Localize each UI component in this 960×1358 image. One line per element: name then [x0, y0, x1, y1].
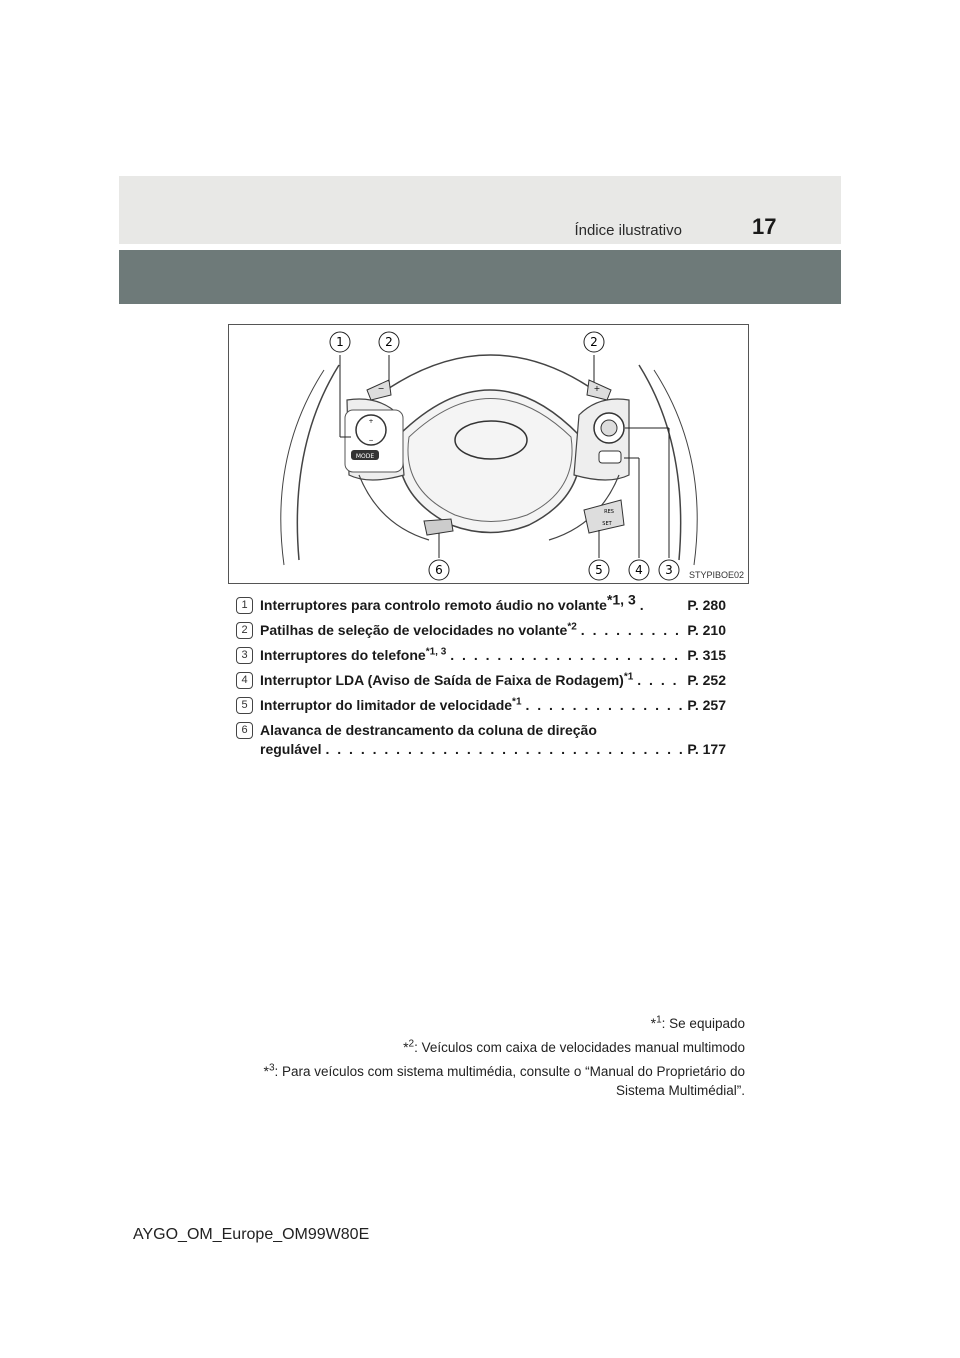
legend-text-cont: regulável — [260, 741, 322, 757]
legend-number: 5 — [236, 697, 253, 714]
paddle-minus-label: − — [377, 384, 385, 393]
callout-2-right: 2 — [590, 335, 598, 349]
footnote-ref: *1, 3 — [425, 646, 447, 658]
callout-2-left: 2 — [385, 335, 393, 349]
legend-item — [236, 591, 726, 615]
legend-number: 1 — [236, 597, 253, 614]
footnote-text: : Veículos com caixa de velocidades manual multimodo — [414, 1040, 745, 1055]
leader-dots — [526, 696, 684, 715]
footnotes — [185, 1014, 745, 1105]
footnote-ref: *1, 3 — [606, 591, 636, 608]
callout-5: 5 — [595, 563, 603, 577]
footnote — [185, 1014, 745, 1033]
footnote-ref: *1 — [512, 696, 522, 708]
legend-text: Patilhas de seleção de velocidades no volante — [260, 622, 568, 638]
section-bar — [119, 250, 841, 304]
legend-number: 3 — [236, 647, 253, 664]
legend-text: Alavanca de destrancamento da coluna de direção — [260, 722, 597, 738]
res-label: RES — [604, 509, 614, 515]
asterisk: * — [403, 1039, 409, 1055]
page-ref: P. 315 — [687, 647, 726, 663]
svg-text:+: + — [368, 418, 374, 425]
steering-wheel-figure — [228, 324, 749, 584]
legend-item — [236, 696, 726, 715]
set-label: SET — [602, 521, 612, 527]
legend-item — [236, 671, 726, 690]
page-ref: P. 177 — [687, 741, 726, 757]
svg-text:−: − — [368, 437, 374, 444]
footnote-number: 3 — [268, 1062, 275, 1074]
legend-number: 2 — [236, 622, 253, 639]
page-ref: P. 252 — [687, 672, 726, 688]
leader-dots — [581, 621, 684, 640]
legend-number: 4 — [236, 672, 253, 689]
callout-1: 1 — [336, 335, 344, 349]
page-ref: P. 210 — [687, 622, 726, 638]
footnote-text-cont: Sistema Multimédial”. — [615, 1083, 745, 1098]
legend-text: Interruptores para controlo remoto áudio no volante — [260, 597, 607, 613]
legend-text: Interruptores do telefone — [260, 647, 426, 663]
legend-number: 6 — [236, 722, 253, 739]
callout-4: 4 — [635, 563, 643, 577]
footnote-number: 2 — [408, 1038, 415, 1050]
header-band — [119, 176, 841, 244]
footnote — [185, 1062, 745, 1100]
document-code: AYGO_OM_Europe_OM99W80E — [133, 1226, 370, 1243]
page-ref: P. 280 — [687, 597, 726, 613]
footnote-number: 1 — [656, 1014, 662, 1026]
steering-wheel-illustration — [229, 325, 750, 585]
legend-item — [236, 621, 726, 640]
callout-6: 6 — [435, 563, 443, 577]
legend-dots: . — [639, 597, 644, 613]
page-number: 17 — [752, 214, 777, 239]
footnote — [185, 1038, 745, 1057]
footnote-ref: *2 — [567, 621, 577, 633]
leader-dots — [637, 671, 683, 690]
callout-3: 3 — [665, 563, 673, 577]
figure-code: STYPIBOE02 — [688, 570, 744, 580]
page-ref: P. 257 — [687, 697, 726, 713]
legend-list — [236, 591, 726, 765]
footnote-text: : Se equipado — [661, 1016, 745, 1031]
asterisk: * — [263, 1063, 269, 1079]
paddle-plus-label: + — [593, 384, 601, 393]
legend-item — [236, 721, 726, 759]
footnote-ref: *1 — [623, 671, 634, 683]
leader-dots — [450, 646, 683, 665]
legend-text: Interruptor do limitador de velocidade — [260, 697, 513, 713]
mode-button-label: MODE — [355, 453, 375, 460]
legend-text: Interruptor LDA (Aviso de Saída de Faixa de Rodagem) — [260, 672, 624, 688]
section-title: Índice ilustrativo — [574, 222, 682, 239]
leader-dots — [325, 740, 683, 759]
legend-item — [236, 646, 726, 665]
asterisk: * — [650, 1015, 657, 1031]
footnote-text: : Para veículos com sistema multimédia, consulte o “Manual do Proprietário do — [274, 1064, 745, 1079]
